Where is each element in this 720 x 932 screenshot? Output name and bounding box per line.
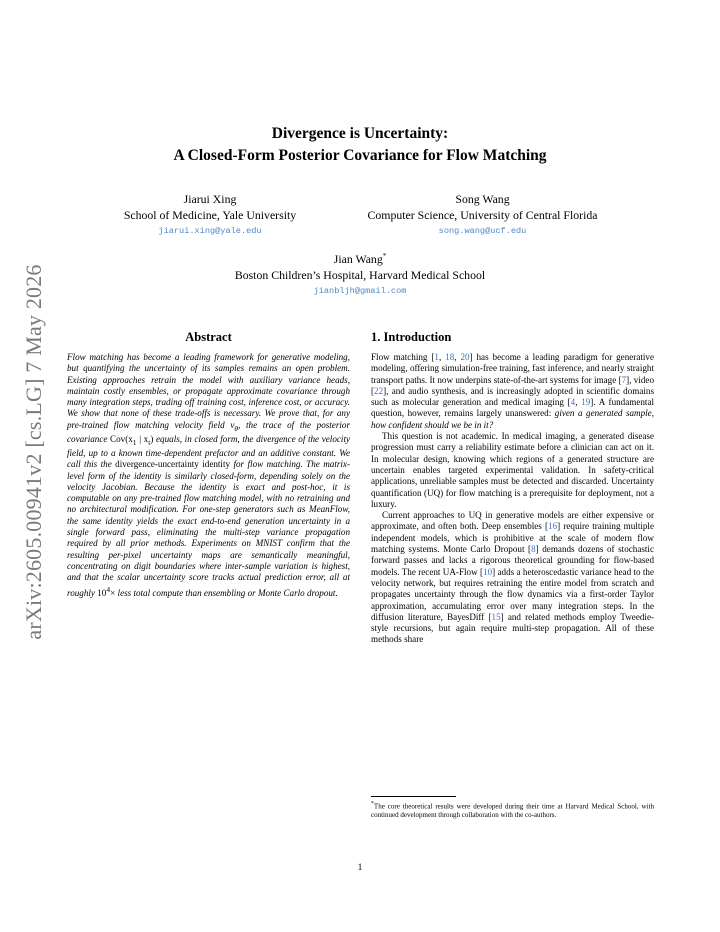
footnote-rule [371, 796, 456, 797]
citation-link[interactable]: 20 [460, 352, 470, 362]
identity-term: divergence-uncertainty identity [115, 459, 231, 470]
citation-link[interactable]: 4 [570, 397, 576, 408]
arxiv-identifier: arXiv:2605.00941v2 [cs.LG] 7 May 2026 [21, 264, 46, 640]
title-line-2: A Closed-Form Posterior Covariance for Flow Matching [173, 147, 547, 164]
introduction-text [371, 352, 654, 646]
author-affiliation: School of Medicine, Yale University [123, 208, 297, 222]
author-affiliation: Computer Science, University of Central Florida [367, 208, 598, 222]
author-name: Jian Wang* [333, 251, 387, 266]
title-line-1: Divergence is Uncertainty: [271, 125, 449, 142]
page-number: 1 [357, 863, 363, 873]
intro-paragraph-3: Current approaches to UQ in generative models are either expensive or approximate, and often both. Deep ensembles [16] require training multiple independent models, which is prohibitive at the scale of modern flow matching systems. Monte Carlo Dropout [8] demands dozens of stochastic forward passes and lacks a rigorous theoretical grounding for flow-based models. The recent UA-Flow [10] adds a heteroscedastic variance head to the velocity network, but requires retraining the entire model from scratch and propagates uncertainty through the flow dynamics via a first-order Taylor approximation, accumulating error over many integration steps. In the diffusion literature, BayesDiff [15] and related methods employ Tweedie-style recursions, but again require multi-step propagation. All of these methods share [371, 510, 655, 645]
author-block-3 [160, 248, 560, 299]
author-email[interactable]: song.wang@ucf.edu [438, 226, 527, 236]
author-email[interactable]: jianbljh@gmail.com [313, 285, 407, 296]
footnote-text: The core theoretical results were developed during their time at Harvard Medical School, with continued development through collaboration with the co-authors. [371, 802, 654, 820]
abstract-heading: Abstract [185, 330, 232, 344]
author-affiliation: Boston Children’s Hospital, Harvard Medical School [234, 267, 486, 282]
footnote-mark: * [371, 801, 374, 807]
footnote [371, 800, 654, 820]
abstract-text: Flow matching has become a leading framework for generative modeling, but quantifying the uncertainty of its samples remains an open problem. Existing approaches retrain the model with auxiliary variance heads, maintain costly ensembles, or propagate approximate covariance through many integration steps, trading off training cost, inference cost, or accuracy. We show that none of these trade-offs is necessary. We prove that, for any pre-trained flow matching velocity field $v_\theta$, the trace of the posterior covariance $Cov(x_1$ | $x_t$) equals, in closed form, the divergence of the velocity field, up to a known time-dependent prefactor and an additive constant. We call this the divergence-uncertainty identity for flow matching. The matrix-level form of the identity is similarly closed-form, depending solely on the velocity Jacobian. Because the identity is exact and post-hoc, it is computable on any pre-trained flow matching model, with no retraining and no architectural modification. For one-step generators such as MeanFlow, the same identity yields the exact end-to-end generation uncertainty in a single forward pass, eliminating the multi-step variance propagation required by all prior methods. Experiments on MNIST confirm that the resulting per-pixel uncertainty maps are semantically meaningful, concentrating on digit boundaries where inter-sample variation is highest, and that the scalar uncertainty score tracks actual prediction error, all at roughly $10^4\times$ less total compute than ensembling or Monte Carlo dropout. [67, 352, 351, 598]
introduction-heading: 1. Introduction [371, 330, 452, 344]
citation-link[interactable]: 19 [581, 397, 591, 408]
intro-paragraph-1: Flow matching [1, 18, 20] has become a leading paradigm for generative modeling, offering simulation-free training, fast inference, and nearly straight transport paths. It now underpins state-of-the-art systems for image [7], video [22], and audio synthesis, and is increasingly adopted in scientific domains such as molecular generation and medical imaging [4, 19]. A fundamental question, however, remains largely unanswered: given a generated sample, how confident should we be in it? [371, 352, 655, 430]
citation-link[interactable]: 18 [445, 352, 455, 362]
author-block-2 [325, 191, 640, 239]
author-name: Jiarui Xing [183, 192, 237, 206]
citation-link[interactable]: 10 [483, 566, 493, 577]
citation-link[interactable]: 15 [491, 611, 501, 622]
citation-link[interactable]: 16 [548, 521, 558, 532]
citation-link[interactable]: 7 [621, 374, 627, 385]
citation-link[interactable]: 1 [434, 352, 439, 362]
author-block-1 [90, 191, 330, 239]
author-email[interactable]: jiarui.xing@yale.edu [158, 226, 262, 236]
citation-link[interactable]: 22 [374, 385, 384, 396]
author-name: Song Wang [455, 192, 510, 206]
author-footnote-mark: * [382, 252, 387, 260]
citation-link[interactable]: 8 [531, 544, 536, 555]
intro-paragraph-2: This question is not academic. In medical imaging, a generated disease progression must carry a reliability estimate before a clinician can act on it. In molecular design, knowing which regions of a generated structure are uncertain enables targeted experimental validation. In safety-critical applications, unreliable samples must be detected and discarded. Uncertainty quantification (UQ) for flow matching is a prerequisite for deployment, not a luxury. [371, 431, 654, 509]
